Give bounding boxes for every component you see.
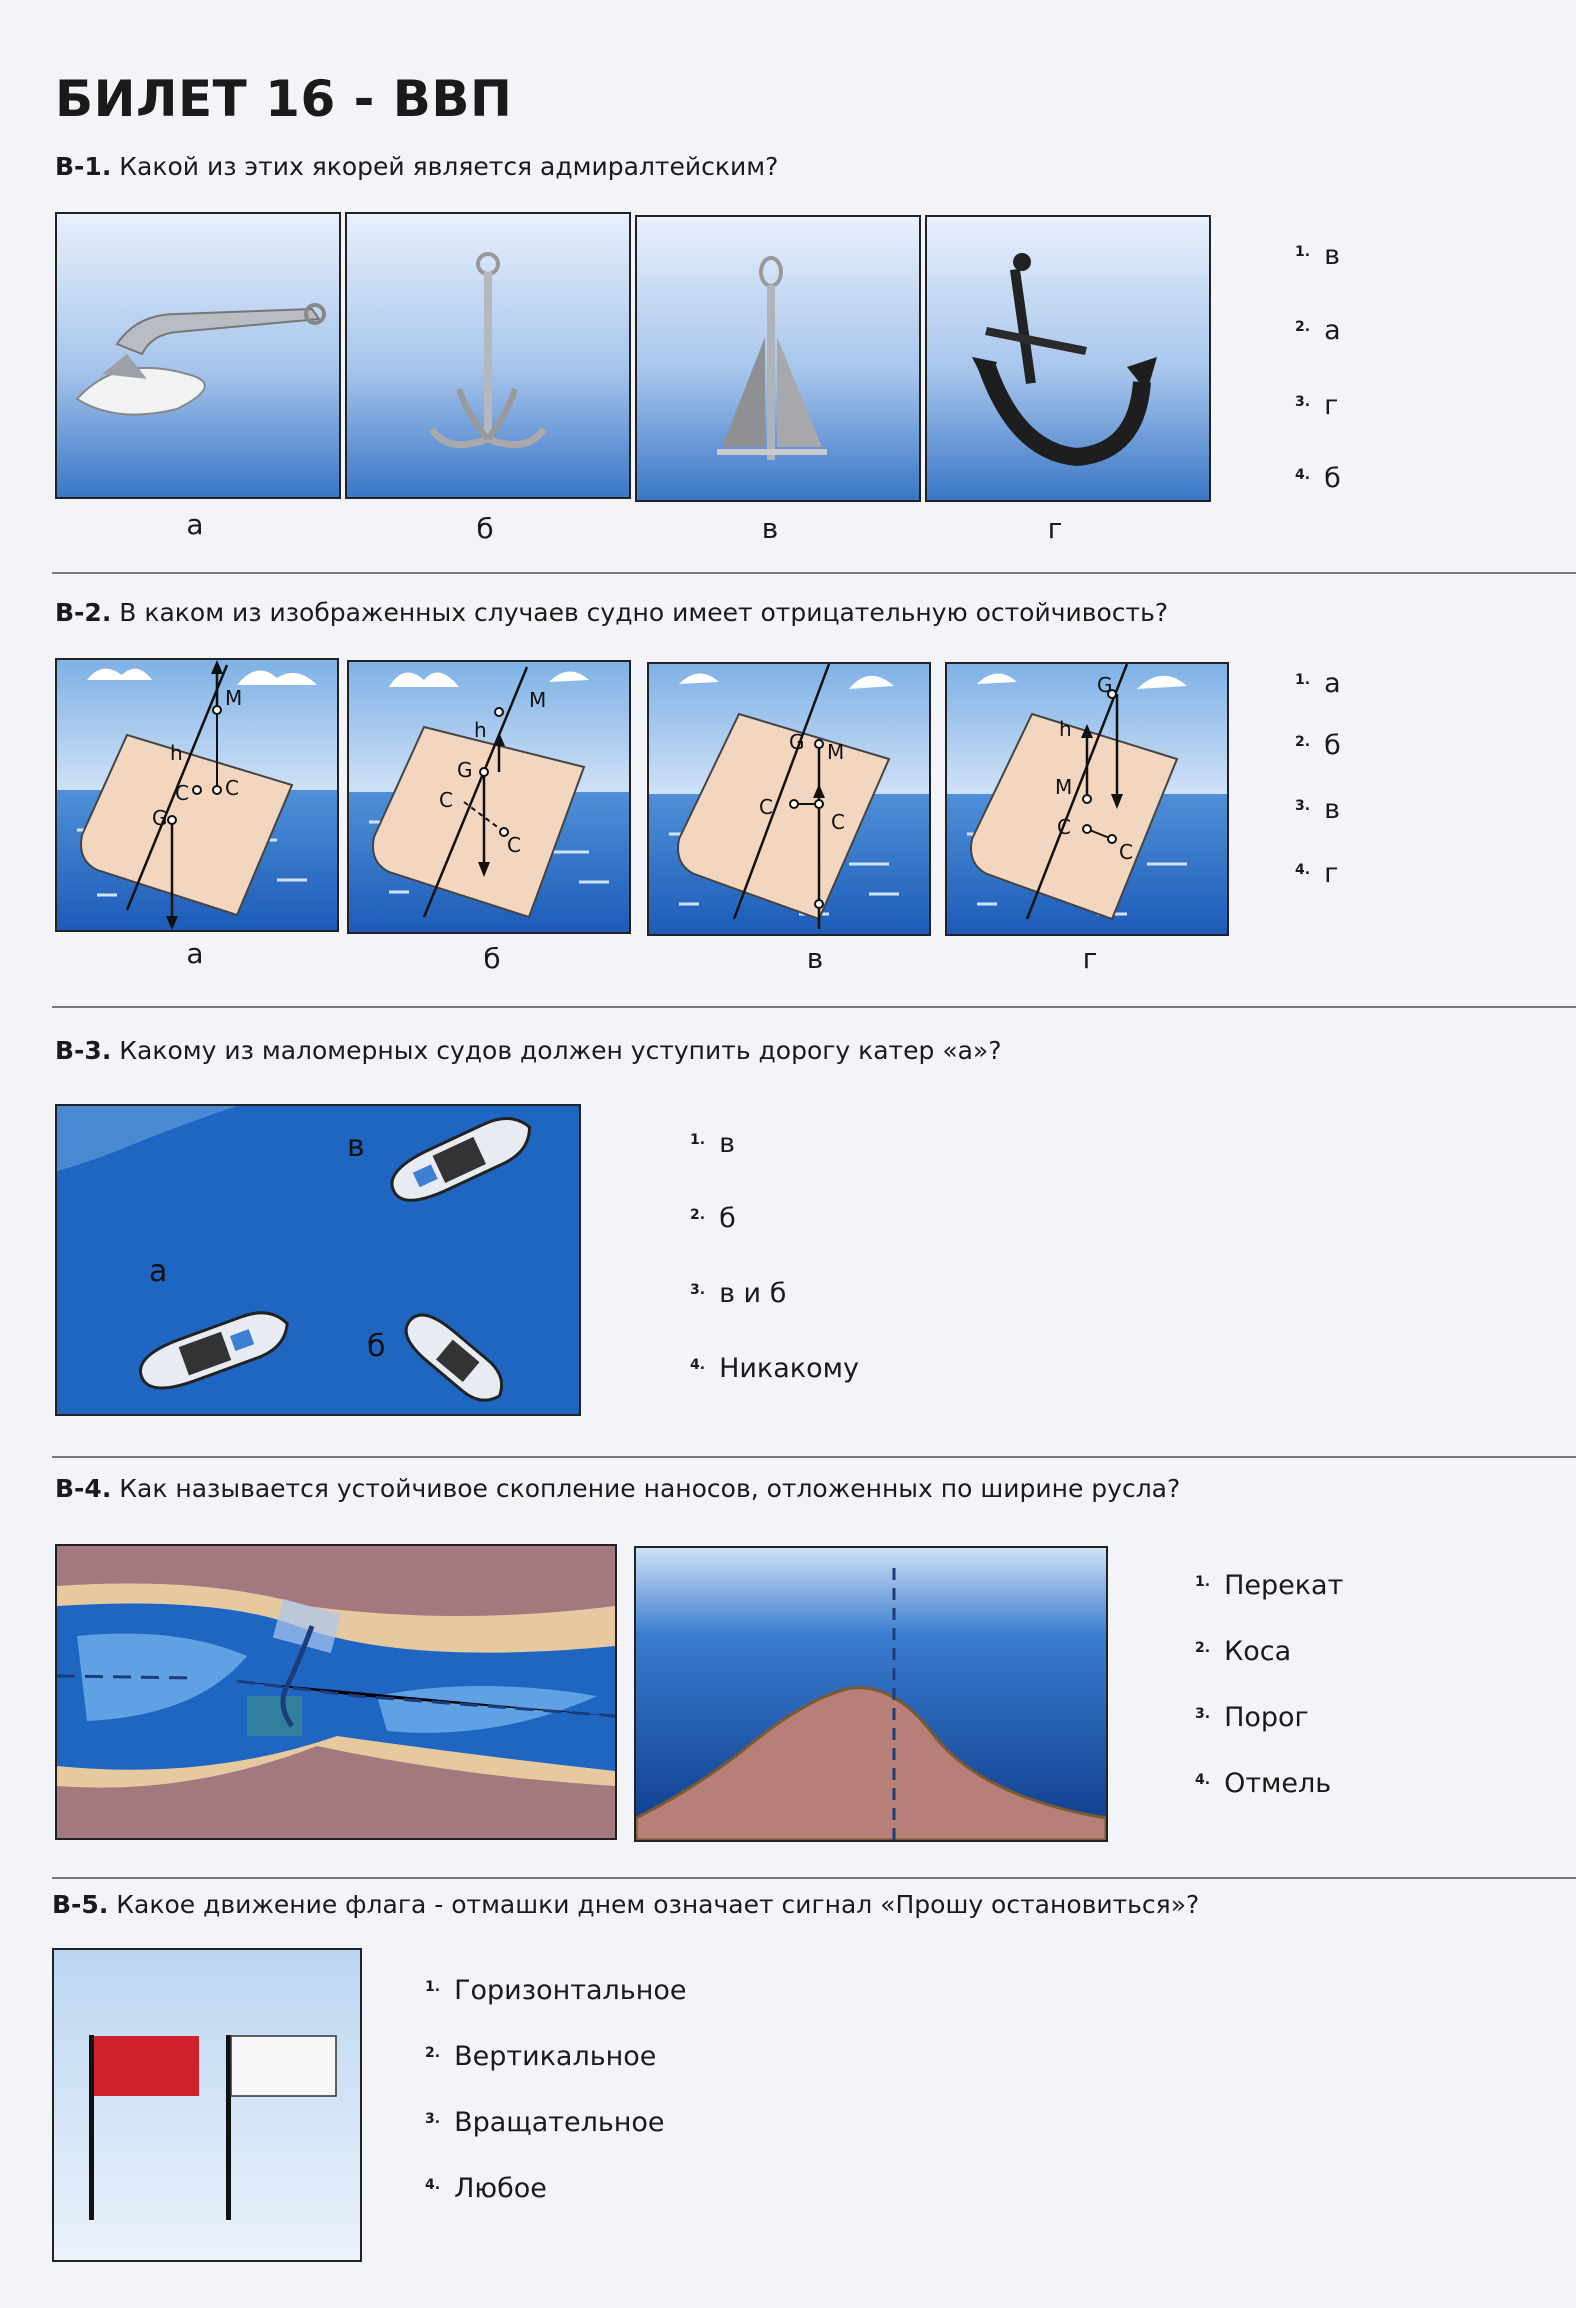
question-4 (55, 1474, 1180, 1503)
plough-anchor-icon (57, 214, 339, 497)
answer-option[interactable]: $^{3.}$ Вращательное (425, 2107, 665, 2138)
river-plan-image (55, 1544, 617, 1840)
divider (52, 572, 1576, 574)
boat-label-v: в (347, 1129, 365, 1164)
question-2 (55, 598, 1168, 627)
image-label-v: в (806, 942, 824, 975)
page-title: БИЛЕТ 16 - ВВП (55, 70, 513, 128)
svg-text:M: M (1055, 775, 1073, 799)
answer-option[interactable]: $^{2.}$ б (1295, 730, 1341, 761)
mark-c1: C (225, 776, 239, 800)
question-text: В каком из изображенных случаев судно имеет отрицательную остойчивость? (119, 598, 1169, 627)
answer-option[interactable]: $^{2.}$ Вертикальное (425, 2041, 657, 2072)
answer-option[interactable]: $^{1.}$ а (1295, 668, 1341, 699)
river-section-image (634, 1546, 1108, 1842)
answer-option[interactable]: $^{3.}$ в и б (690, 1278, 787, 1309)
svg-text:h: h (1059, 717, 1072, 741)
question-number: В-4. (55, 1474, 112, 1503)
answer-option[interactable]: $^{3.}$ г (1295, 390, 1339, 421)
svg-text:C: C (759, 795, 773, 819)
signal-flags-icon (54, 1950, 360, 2260)
answer-option[interactable]: $^{3.}$ в (1295, 794, 1340, 825)
boat-label-b: б (367, 1329, 386, 1364)
mark-g: G (152, 806, 168, 830)
answer-option[interactable]: $^{4.}$ б (1295, 463, 1341, 494)
image-label-b: б (476, 512, 494, 545)
mark-h: h (170, 741, 183, 765)
answer-option[interactable]: $^{1.}$ Горизонтальное (425, 1975, 687, 2006)
image-label-g: г (1082, 942, 1098, 975)
anchor-image-v (635, 215, 921, 502)
svg-text:C: C (1119, 840, 1133, 864)
river-shoal-section-icon (636, 1548, 1106, 1840)
stability-image-v (647, 662, 931, 936)
svg-text:M: M (827, 740, 845, 764)
answer-option[interactable]: $^{2.}$ б (690, 1203, 736, 1234)
stability-image-g (945, 662, 1229, 936)
answer-option[interactable]: $^{4.}$ Отмель (1195, 1768, 1332, 1799)
question-number: В-2. (55, 598, 112, 627)
svg-text:h: h (474, 718, 487, 742)
svg-text:G: G (789, 730, 805, 754)
question-3 (55, 1036, 1002, 1065)
image-label-g: г (1047, 512, 1063, 545)
answer-option[interactable]: $^{2.}$ а (1295, 315, 1341, 346)
stability-image-b (347, 660, 631, 934)
grapnel-anchor-icon (347, 214, 629, 497)
boats-image (55, 1104, 581, 1416)
question-1 (55, 152, 778, 181)
image-label-a: а (186, 937, 204, 970)
answer-option[interactable]: $^{4.}$ Любое (425, 2173, 547, 2204)
answer-option[interactable]: $^{2.}$ Коса (1195, 1636, 1292, 1667)
answer-option[interactable]: $^{4.}$ Никакому (690, 1353, 859, 1384)
anchor-image-a (55, 212, 341, 499)
svg-text:C: C (507, 833, 521, 857)
answer-option[interactable]: $^{1.}$ в (690, 1128, 735, 1159)
boats-crossing-diagram-icon (57, 1106, 579, 1414)
answer-option[interactable]: $^{4.}$ г (1295, 858, 1339, 889)
mark-c0: C (175, 781, 189, 805)
image-label-v: в (761, 512, 779, 545)
anchor-image-b (345, 212, 631, 499)
admiralty-anchor-icon (927, 217, 1209, 500)
question-number: В-3. (55, 1036, 112, 1065)
svg-text:C: C (1057, 815, 1071, 839)
image-label-a: а (186, 508, 204, 541)
ship-stability-diagram-icon (57, 660, 337, 930)
flags-image (52, 1948, 362, 2262)
divider (52, 1456, 1576, 1458)
river-shoal-plan-icon (57, 1546, 615, 1838)
divider (52, 1877, 1576, 1879)
question-number: В-1. (55, 152, 112, 181)
question-text: Какому из маломерных судов должен уступить дорогу катер «а»? (119, 1036, 1002, 1065)
answer-option[interactable]: $^{3.}$ Порог (1195, 1702, 1309, 1733)
svg-text:M: M (529, 688, 547, 712)
svg-text:G: G (1097, 673, 1113, 697)
question-text: Как называется устойчивое скопление наносов, отложенных по ширине русла? (119, 1474, 1181, 1503)
answer-option[interactable]: $^{1.}$ Перекат (1195, 1570, 1344, 1601)
svg-text:C: C (439, 788, 453, 812)
anchor-image-g (925, 215, 1211, 502)
danforth-anchor-icon (637, 217, 919, 500)
question-text: Какой из этих якорей является адмиралтейским? (119, 152, 779, 181)
ship-stability-diagram-icon (349, 662, 629, 932)
answer-option[interactable]: $^{1.}$ в (1295, 240, 1340, 271)
question-number: В-5. (52, 1890, 109, 1919)
mark-m: M (225, 686, 243, 710)
image-label-b: б (483, 942, 501, 975)
ship-stability-diagram-icon (947, 664, 1227, 934)
question-5 (52, 1890, 1199, 1919)
divider (52, 1006, 1576, 1008)
boat-label-a: а (149, 1254, 168, 1289)
question-text: Какое движение флага - отмашки днем означает сигнал «Прошу остановиться»? (116, 1890, 1200, 1919)
svg-text:C: C (831, 810, 845, 834)
stability-image-a (55, 658, 339, 932)
svg-text:G: G (457, 758, 473, 782)
ship-stability-diagram-icon (649, 664, 929, 934)
